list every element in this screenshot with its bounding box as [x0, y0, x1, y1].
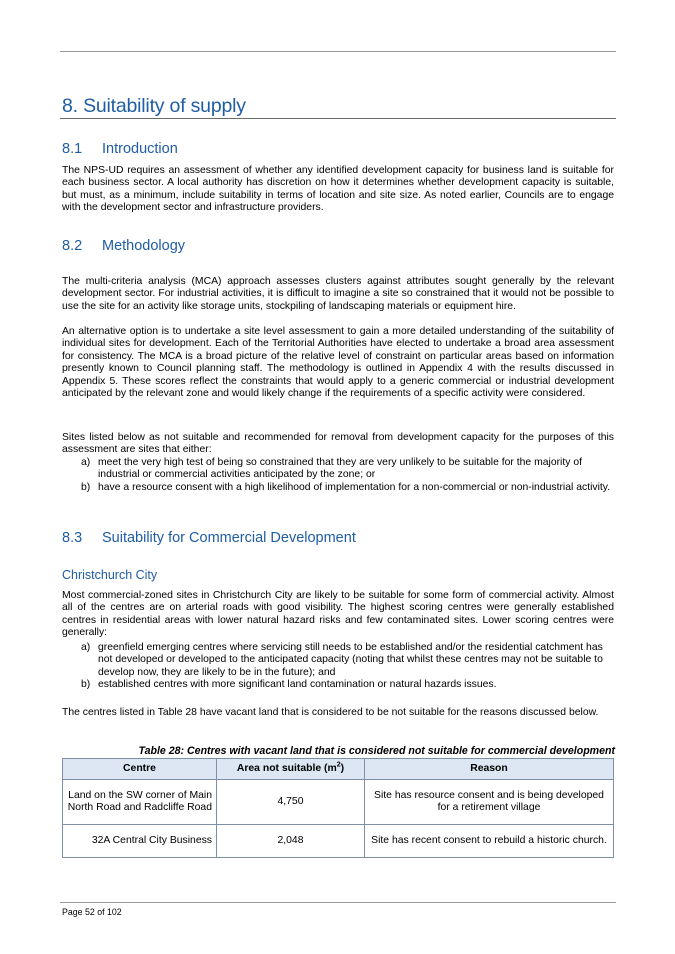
- chapter-rule: [60, 118, 616, 119]
- cell-area: 4,750: [217, 780, 365, 825]
- table-row: [63, 780, 614, 825]
- page-number: Page 52 of 102: [62, 907, 122, 917]
- section-heading-commercial: [62, 530, 356, 546]
- header-area-superscript: 2: [336, 761, 341, 769]
- table-caption: Table 28: Centres with vacant land that is considered not suitable for commercial development: [138, 745, 615, 757]
- cell-centre: Land on the SW corner of Main North Road and Radcliffe Road: [63, 780, 217, 825]
- methodology-paragraph-3: Sites listed below as not suitable and recommended for removal from development capacity for the purposes of this assessment are sites that either:: [62, 432, 614, 456]
- list-item-text: meet the very high test of being so constrained that they are very unlikely to be suitable for the majority of industrial or commercial activities anticipated by the zone; or: [98, 457, 583, 481]
- section-title: Methodology: [102, 238, 186, 254]
- header-centre: Centre: [63, 759, 217, 780]
- list-item: [62, 679, 614, 691]
- cell-area: 2,048: [217, 825, 365, 858]
- section-number: 8.3: [62, 530, 83, 546]
- cell-centre: 32A Central City Business: [63, 825, 217, 858]
- section-number: 8.2: [62, 238, 83, 254]
- list-item-text: established centres with more significant land contamination or natural hazards issues.: [98, 679, 497, 691]
- list-item: [62, 457, 614, 482]
- commercial-paragraph-1: Most commercial-zoned sites in Christchurch City are likely to be suitable for some form of commercial activity. Almost all of the centres are on arterial roads with good visibility. The highest scoring centres were generally established centres in residential areas with lower natural hazard risks and few contaminated sites. Lower scoring centres were generally:: [62, 590, 614, 639]
- list-item-text: greenfield emerging centres where servicing still needs to be established and/or the residential catchment has not developed or developed to the anticipated capacity (noting that whilst these centres may not be suitable to develop now, they are likely to be in the future); and: [98, 642, 603, 678]
- lower-scoring-centres-list: [62, 642, 614, 692]
- unsuitable-centres-table: [62, 758, 614, 858]
- header-reason: Reason: [365, 759, 614, 780]
- methodology-paragraph-2: An alternative option is to undertake a site level assessment to gain a more detailed understanding of the suitability of individual sites for development. Each of the Territorial Authorities have elected to undertake a broad area assessment for consistency. The MCA is a broad picture of the relative level of constraint on particular areas based on information presently known to Council planning staff. The methodology is outlined in Appendix 4 with the results discussed in Appendix 5. These scores reflect the constraints that would apply to a generic commercial or industrial development anticipated by the relevant zone and would likely change if the requirements of a specific activity were considered.: [62, 326, 614, 400]
- introduction-paragraph: The NPS-UD requires an assessment of whether any identified development capacity for business land is suitable for each business sector. A local authority has discretion on how it determines whether development capacity is suitable, but must, as a minimum, include suitability in terms of location and site size. As noted earlier, Councils are to engage with the development sector and infrastructure providers.: [62, 165, 614, 214]
- footer-rule: [60, 902, 616, 903]
- list-marker: a): [81, 457, 91, 468]
- section-heading-introduction: [62, 141, 178, 157]
- list-marker: a): [81, 642, 91, 653]
- cell-reason: Site has recent consent to rebuild a historic church.: [365, 825, 614, 858]
- cell-reason: Site has resource consent and is being developed for a retirement village: [365, 780, 614, 825]
- methodology-criteria-list: [62, 457, 614, 494]
- table-header-row: [63, 759, 614, 780]
- header-area: [217, 759, 365, 780]
- list-item: [62, 642, 614, 679]
- list-item: [62, 482, 614, 494]
- section-number: 8.1: [62, 141, 83, 157]
- section-heading-methodology: [62, 238, 185, 254]
- list-item-text: have a resource consent with a high likelihood of implementation for a non-commercial or non-industrial activity.: [98, 481, 611, 493]
- section-title: Suitability for Commercial Development: [102, 530, 356, 546]
- commercial-paragraph-2: The centres listed in Table 28 have vacant land that is considered to be not suitable for the reasons discussed below.: [62, 707, 599, 718]
- list-marker: b): [81, 481, 91, 493]
- header-rule: [60, 51, 616, 52]
- list-marker: b): [81, 679, 91, 691]
- table-row: [63, 825, 614, 858]
- chapter-title: 8. Suitability of supply: [62, 95, 246, 117]
- header-area-close: ): [340, 762, 345, 774]
- subheading-christchurch-city: Christchurch City: [62, 568, 158, 582]
- methodology-paragraph-1: The multi-criteria analysis (MCA) approach assesses clusters against attributes sought generally by the relevant development sector. For industrial activities, it is difficult to imagine a site so constrained that it would not be possible to use the site for an activity like storage units, stockpiling of landscaping materials or equipment hire.: [62, 276, 614, 312]
- section-title: Introduction: [102, 141, 178, 157]
- header-area-text: Area not suitable (m: [236, 762, 337, 774]
